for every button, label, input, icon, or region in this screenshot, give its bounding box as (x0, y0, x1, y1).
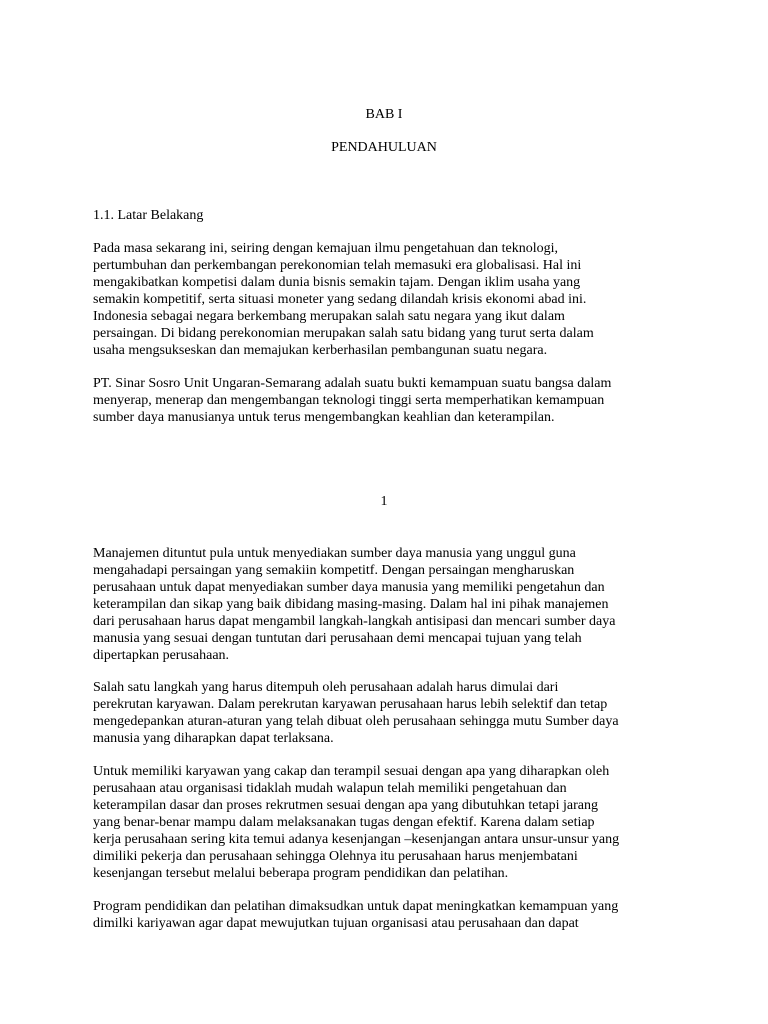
text-line: kerja perusahaan sering kita temui adanya kesenjangan –kesenjangan antara unsur-unsur yang (93, 832, 620, 847)
text-line: dari perusahaan harus dapat mengambil langkah-langkah antisipasi dan mencari sumber daya (93, 614, 616, 629)
text-line: semakin kompetitif, serta situasi moneter yang sedang dilandah krisis ekonomi abad ini. (93, 292, 587, 307)
text-line: menyerap, menerap dan mengembangan teknologi tinggi serta memperhatikan kemampuan (93, 393, 605, 408)
text-line: sumber daya manusianya untuk terus mengembangkan keahlian dan keterampilan. (93, 410, 555, 425)
text-line: mengahadapi persaingan yang semakiin kompetitf. Dengan persaingan mengharuskan (93, 563, 575, 578)
text-line: persaingan. Di bidang perekonomian merupakan salah satu bidang yang turut serta dalam (93, 326, 594, 341)
text-line: perusahaan untuk dapat menyediakan sumber daya manusia yang memiliki pengetahun dan (93, 580, 605, 595)
chapter-title: PENDAHULUAN (331, 140, 437, 155)
paragraph-6 (93, 898, 693, 932)
text-line: PT. Sinar Sosro Unit Ungaran-Semarang adalah suatu bukti kemampuan suatu bangsa dalam (93, 376, 612, 391)
text-line: pertumbuhan dan perkembangan perekonomian telah memasuki era globalisasi. Hal ini (93, 258, 582, 273)
section-heading: 1.1. Latar Belakang (93, 208, 204, 223)
paragraph-2 (93, 375, 693, 426)
text-line: keterampilan dasar dan proses rekrutmen sesuai dengan apa yang dibutuhkan tetapi jarang (93, 798, 598, 813)
text-line: yang benar-benar mampu dalam melaksanakan tugas dengan efektif. Karena dalam setiap (93, 815, 595, 830)
text-line: keterampilan dan sikap yang baik dibidang masing-masing. Dalam hal ini pihak manajemen (93, 597, 609, 612)
chapter-label: BAB I (365, 107, 403, 122)
text-line: Pada masa sekarang ini, seiring dengan kemajuan ilmu pengetahuan dan teknologi, (93, 241, 558, 256)
text-line: mengedepankan aturan-aturan yang telah dibuat oleh perusahaan sehingga mutu Sumber daya (93, 714, 619, 729)
text-line: perusahaan atau organisasi tidaklah mudah walapun telah memiliki pengetahuan dan (93, 781, 567, 796)
text-line: kesenjangan tersebut melalui beberapa program pendidikan dan pelatihan. (93, 866, 509, 881)
text-line: Manajemen dituntut pula untuk menyediakan sumber daya manusia yang unggul guna (93, 546, 576, 561)
text-line: Salah satu langkah yang harus ditempuh oleh perusahaan adalah harus dimulai dari (93, 680, 559, 695)
text-line: mengakibatkan kompetisi dalam dunia bisnis semakin tajam. Dengan iklim usaha yang (93, 275, 581, 290)
text-line: dimiliki pekerja dan perusahaan sehingga Olehnya itu perusahaan harus menjembatani (93, 849, 578, 864)
paragraph-1 (93, 240, 693, 359)
text-line: manusia yang diharapkan dapat terlaksana. (93, 731, 334, 746)
page-number: 1 (380, 494, 388, 509)
paragraph-4 (93, 679, 693, 747)
text-line: usaha mengsukseskan dan memajukan kerberhasilan pembangunan suatu negara. (93, 343, 548, 358)
text-line: perekrutan karyawan. Dalam perekrutan karyawan perusahaan harus lebih selektif dan tetap (93, 697, 608, 712)
paragraph-5 (93, 763, 693, 882)
paragraph-3 (93, 545, 693, 664)
text-line: Program pendidikan dan pelatihan dimaksudkan untuk dapat meningkatkan kemampuan yang (93, 899, 619, 914)
text-line: dimilki kariyawan agar dapat mewujutkan tujuan organisasi atau perusahaan dan dapat (93, 916, 579, 931)
text-line: manusia yang sesuai dengan tuntutan dari perusahaan demi mencapai tujuan yang telah (93, 631, 582, 646)
text-line: Untuk memiliki karyawan yang cakap dan terampil sesuai dengan apa yang diharapkan oleh (93, 764, 610, 779)
text-line: Indonesia sebagai negara berkembang merupakan salah satu negara yang ikut dalam (93, 309, 565, 324)
text-line: dipertapkan perusahaan. (93, 648, 230, 663)
